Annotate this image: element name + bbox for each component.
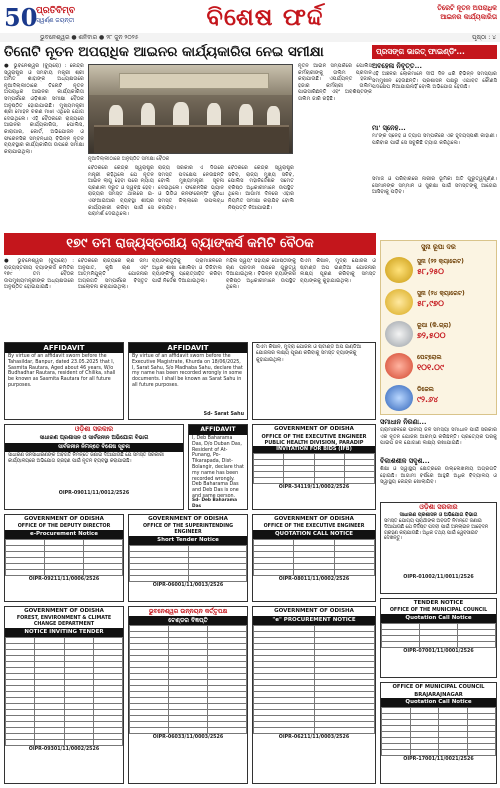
affidavit-notice	[4, 342, 124, 420]
tender-division: PUBLIC HEALTH DIVISION, PARADIP	[264, 440, 364, 446]
bank-column-2: ବୈଠକରେ ରାଜ୍ୟରେ ଋଣ ଜମା ଅନୁପାତ, କୃଷି ଋଣ ଏବଂ ଆତ୍ମନିଯୁକ୍ତି ଯୋଜନାର ଅଗ୍ରଗତି ସମ୍ପର୍କରେ ବିସ୍ତୃତ ଆଲୋଚନା କରାଯାଇଥିଲା।	[78, 258, 148, 291]
fuel-pump-icon	[385, 353, 413, 379]
lead-headline: ତିନୋଟି ନୂତନ ଅପରାଧିକ ଆଇନର କାର୍ଯ୍ୟକାରିତା ନେଇ ସମୀକ୍ଷା	[4, 44, 324, 60]
tender-table	[5, 637, 123, 746]
affidavit-notice	[128, 342, 248, 420]
notice-text: ସମସ୍ତ ଯୋଗ୍ୟ ପ୍ରାର୍ଥୀଙ୍କ ଅବଗତି ନିମନ୍ତେ ଜଣାଇ ଦିଆଯାଉଛି ଯେ ନିର୍ଦ୍ଦିଷ୍ଟ ପଦବୀ ପାଇଁ ଅନଲାଇନ ଆବେଦନ ଗ୍ରହଣ କରାଯାଉଛି। ଅଧିକ ତଥ୍ୟ ପାଇଁ ୱେବସାଇଟ ଦେଖନ୍ତୁ।	[384, 519, 489, 542]
lead-column-4: ବୈଠକରେ କେନ୍ଦ୍ର ସ୍ୱରାଷ୍ଟ୍ର ସଚିବ, ରାଜ୍ୟ ମୁଖ୍ୟ ସଚିବ, ପୋଲିସ ମହାନିର୍ଦ୍ଦେଶକ ସମେତ ବରିଷ୍ଠ ଅଧିକାରୀମାନେ ଉପସ୍ଥିତ ଥିଲେ। ଆଗାମୀ ଦିନରେ ଏହାର ନିୟମିତ ସମୀକ୍ଷା କରାଯିବ ବୋଲି ନିଷ୍ପତ୍ତି ନିଆଯାଇଛି।	[228, 165, 294, 211]
right-subhead-1: ସମାଧାନ ନିରଣା...	[380, 418, 427, 426]
side-story-header: ପ୍ରସଙ୍ଗ ଭାରତ୍ ଫାଇଣ୍ଡିଂ...	[372, 45, 497, 59]
price-row	[385, 321, 494, 351]
tagline-line-1: ତିରେଟି ନୂତନ ଅପରାଧିକ	[437, 4, 497, 12]
tender-ref: OIPR-06033/11/0003/2526	[152, 735, 224, 740]
side-subhead-1: ଅବହେଳା ନିବୃତ୍ତ...	[372, 62, 422, 70]
paper-name: ପ୍ରତିବିମ୍ବ	[36, 6, 75, 16]
photo-person	[239, 104, 253, 127]
tender-notice	[128, 514, 248, 602]
tender-ref: OIPR-07001/11/0001/2526	[403, 649, 474, 654]
right-subhead-2: ବିକାଶଶୀଳ ସଦୃଶ...	[380, 457, 430, 465]
tender-ref: OIPR-06211/11/0003/2526	[278, 735, 350, 740]
tender-table	[381, 707, 496, 756]
paper-logo	[4, 3, 122, 33]
affidavit-text: By virtue of an affidavit sworn before the Tahasildar, Banpur, dated 23.05.2025 that I, Sasmita Rautara, Aged about 46 years, W/o Budhadhar Rautara, resident of Chilika, shall be known as Sasmita Rautara for all future purposes.	[8, 354, 116, 388]
tender-office: OFFICE OF THE SUPERINTENDING ENGINEER	[142, 524, 234, 535]
tender-govt: GOVERNMENT OF ODISHA	[24, 608, 104, 614]
municipal-office: OFFICE OF MUNICIPAL COUNCIL	[392, 684, 485, 690]
photo-person	[267, 106, 280, 127]
bank-column-4: ମହିଳା ସ୍ୱୟଂ ସହାୟକ ଗୋଷ୍ଠୀଙ୍କୁ ଋଣ ପ୍ରଦାନ ଉପରେ ଗୁରୁତ୍ୱ ଦିଆଯାଇଥିଲା। ବିଭିନ୍ନ ବ୍ୟାଙ୍କର ବରିଷ୍ଠ ଅଧିକାରୀମାନେ ଉପସ୍ଥିତ ଥିଲେ।	[226, 258, 296, 291]
tender-govt: GOVERNMENT OF ODISHA	[274, 608, 354, 614]
right-text-2: ଶିକ୍ଷା ଓ ସ୍ୱାସ୍ଥ୍ୟ କ୍ଷେତ୍ରରେ ଉଲ୍ଲେଖନୀୟ ଅଗ୍ରଗତି ହୋଇଛି। ଆଗାମୀ ବର୍ଷରେ ଆହୁରି ଅଧିକ ବିଦ୍ୟାଳୟ ଓ ସ୍ୱାସ୍ଥ୍ୟ କେନ୍ଦ୍ର ଖୋଲାଯିବ।	[380, 466, 497, 486]
gold-icon	[385, 257, 413, 283]
affidavit-title: AFFIDAVIT	[129, 343, 247, 353]
tender-office: OFFICE OF THE EXECUTIVE ENGINEER	[261, 434, 367, 440]
odia-government-notice	[380, 502, 497, 594]
photo-person	[141, 103, 155, 127]
tender-table	[5, 539, 123, 576]
lead-column-1: ● ଭୁବନେଶ୍ୱର (ବ୍ୟୁରୋ) : କେନ୍ଦ୍ର ସ୍ୱରାଷ୍ଟ୍ର ଓ ସମବାୟ ମନ୍ତ୍ରୀ ଶ୍ରୀ ଅମିତ ଶାହାଙ୍କ ଅଧ୍ୟକ୍ଷତାରେ ନୂଆଦିଲ୍ଲୀଠାରେ ତିନୋଟି ନୂତନ ଅପରାଧିକ ଆଇନର କାର୍ଯ୍ୟକାରିତା ସମ୍ପର୍କରେ ଓଡ଼ିଶାର ସମୀକ୍ଷା ବୈଠକ ଅନୁଷ୍ଠିତ ହୋଇଯାଇଛି। ମୁଖ୍ୟମନ୍ତ୍ରୀ ଶ୍ରୀ ମୋହନ ଚରଣ ମାଝୀ ଏଥିରେ ଯୋଗ ଦେଇଥିଲେ। ଏହି ବୈଠକରେ ରାଜ୍ୟରେ ଆଇନର କାର୍ଯ୍ୟକାରିତା, ପୋଲିସ, କାରାଗାର, କୋର୍ଟ, ଅଭିଯୋଜନ ଓ ଫରେନସିକ ସମ୍ବନ୍ଧୀୟ ବିଭିନ୍ନ ନୂତନ ବ୍ୟବସ୍ଥାର କାର୍ଯ୍ୟକାରିତା ଉପରେ ସମୀକ୍ଷା କରାଯାଇଥିଲା।	[4, 63, 84, 155]
price-label: ସୁନା (୨୨ କ୍ୟାରେଟ)	[417, 258, 464, 265]
notice-ref: OIPR-09011/11/0012/2526	[58, 491, 130, 496]
tender-notice	[252, 424, 376, 510]
bank-column-3: ବ୍ୟାଙ୍କଗୁଡ଼ିକୁ ଗ୍ରାମାଞ୍ଚଳରେ ଅଧିକ ଶାଖା ଖୋଲିବା ଓ ଡିଜିଟାଲ ବ୍ୟାଙ୍କିଂକୁ ପ୍ରୋତ୍ସାହିତ କରିବା ପାଇଁ ନିର୍ଦ୍ଦେଶ ଦିଆଯାଇଥିଲା।	[152, 258, 222, 284]
price-label: ଡିଜେଲ	[417, 386, 434, 393]
tender-table	[253, 453, 375, 484]
notice-heading: ସାର୍ବଜନୀନ ନିମନ୍ତେ ବିଶେଷ ସୂଚନା	[5, 443, 183, 452]
notice-govt-title: ଓଡ଼ିଶା ସରକାର	[419, 503, 458, 511]
tender-ref: OIPR-08011/11/0002/2526	[278, 577, 350, 582]
tender-table	[381, 623, 496, 648]
tender-heading: ଟେଣ୍ଡର ବିଜ୍ଞପ୍ତି	[129, 616, 247, 625]
price-label: ରୂପା (କି.ଗ୍ରା)	[417, 322, 452, 329]
notice-text: ସାଧାରଣ ଜନସାଧାରଣଙ୍କ ଅବଗତି ନିମନ୍ତେ ଜଣାଇ ଦିଆଯାଉଛି ଯେ ସମସ୍ତ ସରକାରୀ କାର୍ଯ୍ୟାଳୟରେ ଅଭିଯୋଗ ଗ୍ରହଣ ପାଇଁ ନୂତନ ବ୍ୟବସ୍ଥା କରାଯାଇଛି।	[8, 453, 164, 464]
logo-subtitle: ସ୍ୱର୍ଣ୍ଣ ଜୟନ୍ତୀ	[36, 17, 75, 24]
forest-tender-notice	[4, 606, 124, 784]
notice-dept: ସାଧାରଣ ପ୍ରଶାସନ ଓ ଅଭିଯୋଗ ବିଭାଗ	[399, 512, 478, 518]
affidavit-text: I, Deb Baharama Das, D/o Duban Das, Resident of At-Punang, Po-Tikarapada, Dist-Bolangir, declare that my name has been recorded wrongly. Deb Baharama Das and Deb Das is one and same person.	[192, 436, 244, 497]
price-value: ୧୦୧.୦୯	[417, 363, 444, 372]
bank-column-1: ● ଭୁବନେଶ୍ୱର (ବ୍ୟୁରୋ) : ରାଜ୍ୟସ୍ତରୀୟ ବ୍ୟାଙ୍କର୍ସ କମିଟିର ୧୭୯ ତମ ବୈଠକ ଉପମୁଖ୍ୟମନ୍ତ୍ରୀଙ୍କ ଅଧ୍ୟକ୍ଷତାରେ ଅନୁଷ୍ଠିତ ହୋଇଯାଇଛି।	[4, 258, 74, 291]
tender-govt: GOVERNMENT OF ODISHA	[274, 516, 354, 522]
municipal-place: BRAJARAJNAGAR	[414, 692, 463, 698]
tender-govt: GOVERNMENT OF ODISHA	[24, 516, 104, 522]
photo-caption: ନୂଆଦିଲ୍ଲୀଠାରେ ଅନୁଷ୍ଠିତ ସମୀକ୍ଷା ବୈଠକ	[88, 156, 170, 162]
bank-headline: ୧୭୯ ତମ ରାଜ୍ୟସ୍ତରୀୟ ବ୍ୟାଙ୍କର୍ସ କମିଟି ବୈଠକ	[4, 233, 376, 255]
procurement-notice	[252, 606, 376, 784]
tender-table	[129, 625, 247, 734]
tender-notice	[380, 598, 497, 678]
tender-office: OFFICE OF THE EXECUTIVE ENGINEER	[263, 524, 365, 529]
masthead-tagline	[395, 4, 497, 22]
tagline-line-2: ଆଇନର କାର୍ଯ୍ୟକାରିତା	[440, 13, 497, 21]
affidavit-title: AFFIDAVIT	[189, 425, 247, 435]
tender-ref: OIPR-09301/11/0002/2526	[28, 747, 100, 752]
silver-icon	[385, 321, 413, 347]
price-value: ୫୮,୨୫୦	[417, 267, 444, 276]
odia-government-notice	[4, 424, 184, 510]
meeting-photo	[88, 64, 293, 154]
price-value: ୯୨.୬୪	[417, 395, 439, 404]
bank-column-5: ପିଏମ କିଷାନ, ମୁଦ୍ରା ଯୋଜନା ଓ ଷ୍ଟାଣ୍ଡ ଅପ ଇଣ୍ଡିଆ ଯୋଜନାର ଲକ୍ଷ୍ୟ ପୂରଣ କରିବାକୁ ସମସ୍ତ ବ୍ୟାଙ୍କକୁ କୁହାଯାଇଥିଲା।	[300, 258, 376, 284]
tender-ref: OIPR-34119/11/0002/2526	[278, 485, 350, 490]
dateline: ଭୁବନେଶ୍ୱର ● ଶନିବାର ● ୨୮ ଜୁନ ୨୦୨୫	[0, 33, 500, 42]
lead-column-5: ନୂତନ ଆଇନ ସମ୍ପର୍କରେ ପୋଲିସ କର୍ମଚାରୀଙ୍କୁ ତାଲିମ ପ୍ରଦାନ କରାଯାଉଛି। ଏପର୍ଯ୍ୟନ୍ତ ହଜାର ହଜାର କର୍ମଚାରୀ ତାଲିମ ପାଇସାରିଛନ୍ତି ଏବଂ ଅବଶିଷ୍ଟଙ୍କ ତାଲିମ ଜାରି ରହିଛି।	[298, 63, 372, 102]
tender-ref: OIPR-17001/11/0021/2526	[403, 757, 474, 762]
tender-notice	[252, 514, 376, 602]
price-value: ୫୮,୯୭୦	[417, 299, 444, 308]
photo-table	[94, 125, 289, 153]
side-text-3: ସମାଜ ଓ ପରିବାରରେ ନାରୀର ଭୂମିକା ଅତି ଗୁରୁତ୍ୱପୂର୍ଣ୍ଣ। ସେମାନଙ୍କ ସମ୍ମାନ ଓ ସୁରକ୍ଷା ପାଇଁ ସମସ୍ତଙ୍କୁ ଆଗେଇ ଆସିବାକୁ ପଡ଼ିବ।	[372, 176, 497, 196]
side-text-1: ଏହି ଅଞ୍ଚଳର ଲୋକମାନେ ଦୀର୍ଘ ଦିନ ଧରି ବିଭିନ୍ନ ସମସ୍ୟାର ସମ୍ମୁଖୀନ ହେଉଛନ୍ତି। ପ୍ରଶାସନ ପକ୍ଷରୁ ଏଯାବତ କୌଣସି ପଦକ୍ଷେପ ନିଆଯାଇନାହିଁ ବୋଲି ଅଭିଯୋଗ ହେଉଛି।	[372, 71, 497, 91]
tender-table	[253, 625, 375, 734]
tender-table	[129, 545, 247, 582]
development-authority-notice	[128, 606, 248, 784]
tender-table	[253, 539, 375, 576]
right-text-1: ଗ୍ରାମାଞ୍ଚଳରେ ପାନୀୟ ଜଳ ସମସ୍ୟା ସମାଧାନ ପାଇଁ ସରକାର ଏକ ନୂତନ ଯୋଜନା ଆରମ୍ଭ କରିଛନ୍ତି। ପ୍ରତ୍ୟେକ ଘରକୁ ପାଇପ ଜଳ ଯୋଗାଣ ଲକ୍ଷ୍ୟ ରଖାଯାଇଛି।	[380, 427, 497, 447]
photo-person	[173, 102, 189, 127]
notice-ref: OIPR-01002/11/0011/2526	[403, 575, 474, 580]
price-row	[385, 289, 494, 319]
affidavit-notice	[188, 424, 248, 510]
tender-heading: Short Tender Notice	[129, 536, 247, 545]
price-label: ପେଟ୍ରୋଲ	[417, 354, 442, 361]
tender-ref: OIPR-06001/11/0013/2526	[152, 583, 224, 588]
side-text-2: ମା'ଙ୍କ ସ୍ନେହ ଓ ତ୍ୟାଗ ସମ୍ପର୍କରେ ଏକ ହୃଦୟସ୍ପର୍ଶୀ କାହାଣୀ। ପରିବାର ପାଇଁ ସେ ସବୁକିଛି ତ୍ୟାଗ କରିଥିଲେ।	[372, 133, 497, 146]
tender-ref: OIPR-09211/11/0006/2526	[28, 577, 100, 582]
supplement-title: ବିଶେଷ ଫର୍ଦ୍ଦ	[206, 2, 324, 31]
authority-title: ଭୁବନେଶ୍ୱର ଉନ୍ନୟନ କର୍ତ୍ତୃପକ୍ଷ	[148, 608, 228, 615]
price-row	[385, 385, 494, 415]
tender-office: OFFICE OF THE MUNICIPAL COUNCIL	[389, 608, 488, 613]
price-row	[385, 353, 494, 383]
side-story	[372, 62, 497, 234]
tender-govt: TENDER NOTICE	[413, 600, 464, 606]
price-value: ୭୨,୫୦୦	[417, 331, 446, 340]
tender-heading: Quotation Call Notice	[381, 698, 496, 707]
gold-bar-icon	[385, 289, 413, 315]
lead-column-2: ବୈଠକରେ କେନ୍ଦ୍ର ସ୍ୱରାଷ୍ଟ୍ର ମନ୍ତ୍ରୀ କହିଥିଲେ ଯେ ନୂତନ ଆଇନ ଲାଗୁ ହେବା ପରେ ନ୍ୟାୟ ପ୍ରଣାଳୀ ଦ୍ରୁତ ଓ ସ୍ୱଚ୍ଛ ହେବ। ରାଜ୍ୟର ସମସ୍ତ ଥାନାରେ ଇ-ଏଫଆଇଆର ବ୍ୟବସ୍ଥା ଶୀଘ୍ର କାର୍ଯ୍ୟକାରୀ କରିବା ପାଇଁ ସେ ପରାମର୍ଶ ଦେଇଥିଲେ।	[88, 165, 154, 218]
bank-text-continued: ପିଏମ କିଷାନ, ମୁଦ୍ରା ଯୋଜନା ଓ ଷ୍ଟାଣ୍ଡ ଅପ ଇଣ୍ଡିଆ ଯୋଜନାର ଲକ୍ଷ୍ୟ ପୂରଣ କରିବାକୁ ସମସ୍ତ ବ୍ୟାଙ୍କକୁ କୁହାଯାଇଥିଲା।	[256, 344, 362, 363]
tender-heading: INVITATION FOR BIDS (IFB)	[253, 446, 375, 453]
tender-heading: "e" PROCUREMENT NOTICE	[253, 616, 375, 625]
affidavit-signature: Sd- Sarat Sahu	[203, 412, 244, 417]
diesel-icon	[385, 385, 413, 411]
tender-govt: GOVERNMENT OF ODISHA	[274, 426, 354, 432]
lead-column-3: ରାଜ୍ୟ ସରକାର ଏ ଦିଗରେ ସମସ୍ତ ପଦକ୍ଷେପ ନେଉଛନ୍ତି ବୋଲି ମୁଖ୍ୟମନ୍ତ୍ରୀ ସୂଚନା ଦେଇଥିଲେ। ଫରେନସିକ ଭ୍ୟାନ ଓ ଭିଡିଓ କନଫରେନ୍ସିଂ ସୁବିଧା ସମସ୍ତ ଜିଲ୍ଲାରେ ଉପଲବ୍ଧ କରାଯିବ।	[158, 165, 224, 211]
tender-heading: QUOTATION CALL NOTICE	[253, 530, 375, 539]
price-panel	[380, 240, 497, 415]
page-number: ପୃଷ୍ଠା : ୪	[472, 34, 496, 41]
photo-person	[109, 105, 123, 127]
tender-heading: Quotation Call Notice	[381, 614, 496, 623]
affidavit-signature: Sd- Deb Baharama Das	[192, 498, 238, 509]
bank-story-continued	[252, 342, 376, 420]
masthead	[0, 0, 500, 42]
tender-dept: FOREST, ENVIRONMENT & CLIMATE CHANGE DEPARTMENT	[16, 616, 112, 627]
price-label: ସୁନା (୨୪ କ୍ୟାରେଟ)	[417, 290, 465, 297]
municipal-notice	[380, 682, 497, 784]
right-column-story	[380, 418, 497, 498]
price-row	[385, 257, 494, 287]
side-subhead-2: ମା' ସ୍ନେହ...	[372, 124, 406, 132]
affidavit-title: AFFIDAVIT	[5, 343, 123, 353]
notice-dept: ସାଧାରଣ ପ୍ରଶାସନ ଓ ସାର୍ବଜନୀନ ଅଭିଯୋଗ ବିଭାଗ	[39, 435, 149, 441]
tender-notice	[4, 514, 124, 602]
photo-screen	[119, 73, 269, 89]
tender-heading: NOTICE INVITING TENDER	[5, 628, 123, 637]
affidavit-text: By virtue of an affidavit sworn before the Executive Magistrate, Khurda on 18/06/2025, I, Sarat Sahu, S/o Madhaba Sahu, declare that my name has been recorded wrongly in some documents. I shall be known as Sarat Sahu in all future purposes.	[132, 354, 243, 388]
price-panel-title: ସୁନା ରୂପା ଦର	[421, 243, 456, 251]
tender-govt: GOVERNMENT OF ODISHA	[148, 516, 228, 522]
notice-govt-title: ଓଡ଼ିଶା ସରକାର	[74, 425, 114, 433]
photo-person	[207, 103, 221, 127]
logo-anniversary-number: 50	[4, 3, 38, 32]
tender-heading: e-Procurement Notice	[5, 530, 123, 539]
tender-office: OFFICE OF THE DEPUTY DIRECTOR	[17, 524, 111, 529]
